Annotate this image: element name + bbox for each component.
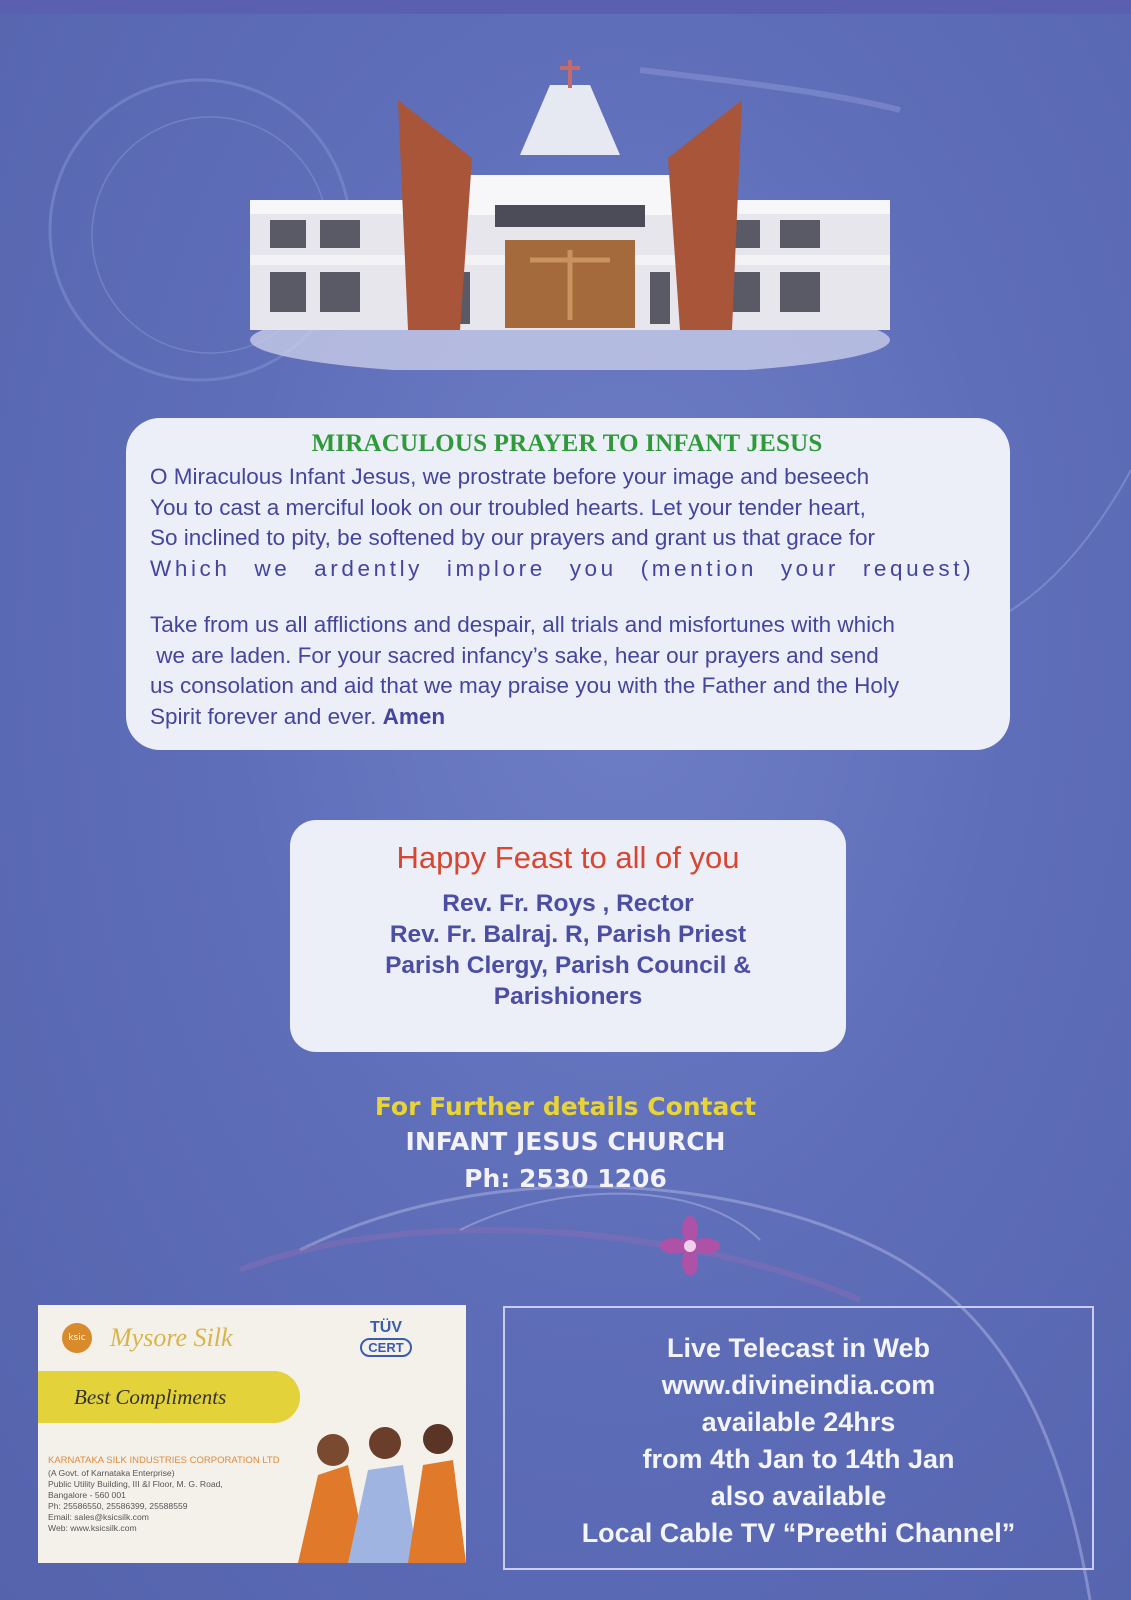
feast-panel [290, 820, 846, 1052]
address-line: Email: sales@ksicsilk.com [48, 1512, 149, 1522]
church-photo [250, 50, 890, 370]
address-line: Web: www.ksicsilk.com [48, 1523, 137, 1533]
corporation-address [48, 1468, 223, 1534]
live-line: Local Cable TV “Preethi Channel” [581, 1518, 1016, 1548]
feast-line: Rev. Fr. Roys , Rector [442, 890, 694, 917]
prayer-line [150, 702, 984, 733]
prayer-line: You to cast a merciful look on our troubled hearts. Let your tender heart, [150, 494, 866, 520]
phone-number: Ph: 2530 1206 [464, 1164, 667, 1193]
contact-section [0, 1092, 1131, 1201]
ksic-logo: ksic [62, 1323, 92, 1353]
silk-advertisement [38, 1305, 466, 1563]
tuv-cert-logo [344, 1319, 428, 1357]
prayer-line: Take from us all afflictions and despair, all trials and misfortunes with which [150, 612, 895, 637]
live-line: from 4th Jan to 14th Jan [642, 1444, 955, 1474]
address-line: Ph: 25586550, 25586399, 25588559 [48, 1501, 188, 1511]
prayer-line-text: we are laden. For your sacred infancy’s sake, hear our prayers and send [156, 642, 879, 668]
prayer-line: us consolation and aid that we may praise you with the Father and the Holy [150, 673, 900, 698]
prayer-line [150, 641, 984, 672]
tuv-text: TÜV [370, 1319, 402, 1336]
models-photo [288, 1405, 466, 1563]
address-line: Public Utility Building, III &I Floor, M. G. Road, [48, 1479, 223, 1489]
feast-line: Parish Clergy, Parish Council & [385, 952, 751, 979]
feast-line: Rev. Fr. Balraj. R, Parish Priest [389, 921, 747, 948]
live-line: also available [710, 1481, 887, 1511]
prayer-line: O Miraculous Infant Jesus, we prostrate before your image and beseech [150, 464, 870, 489]
contact-heading: For Further details Contact [374, 1092, 757, 1121]
address-line: Bangalore - 560 001 [48, 1490, 126, 1500]
prayer-line: So inclined to pity, be softened by our prayers and grant us that grace for [150, 525, 876, 550]
corporation-name: KARNATAKA SILK INDUSTRIES CORPORATION LTD [48, 1455, 280, 1466]
top-border [0, 0, 1131, 14]
live-line: Live Telecast in Web [666, 1333, 931, 1363]
paragraph-gap [150, 584, 984, 610]
live-telecast-panel [503, 1306, 1094, 1570]
cert-text: CERT [360, 1338, 411, 1357]
church-name: INFANT JESUS CHURCH [405, 1127, 726, 1156]
prayer-panel [126, 418, 1010, 750]
address-line: (A Govt. of Karnataka Enterprise) [48, 1468, 175, 1478]
compliments-text: Best Compliments [74, 1385, 227, 1409]
feast-title: Happy Feast to all of you [396, 840, 740, 875]
amen-text: Amen [382, 703, 446, 729]
prayer-line-text: Spirit forever and ever. [150, 703, 377, 729]
flower-icon [660, 1216, 720, 1276]
live-line: available 24hrs [701, 1407, 896, 1437]
brand-name: Mysore Silk [110, 1323, 233, 1352]
prayer-title: MIRACULOUS PRAYER TO INFANT JESUS [311, 430, 823, 457]
prayer-line: Which we ardently implore you (mention your request) [150, 555, 975, 581]
feast-line: Parishioners [493, 983, 643, 1010]
website-link[interactable]: www.divineindia.com [661, 1370, 936, 1400]
